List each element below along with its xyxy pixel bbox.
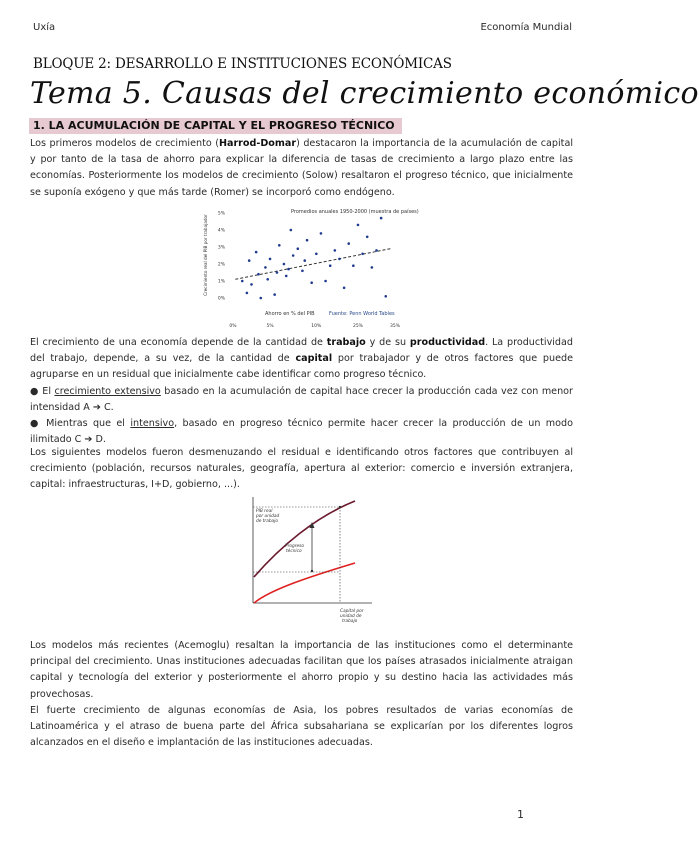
scatter-point [361,253,364,256]
scatter-y-tick: 4% [217,228,225,234]
scatter-point [269,258,272,261]
scatter-point [380,217,383,220]
page-number: 1 [517,808,524,821]
bullet-extensive: ● El crecimiento extensivo basado en la acumulación de capital hace crecer la producción cada vez con menor intensidad A ➔ C. [30,385,573,413]
scatter-point [324,280,327,283]
scatter-point [255,251,258,254]
scatter-point [248,259,251,262]
scatter-point [375,249,378,252]
scatter-point [357,224,360,227]
scatter-point [301,270,304,273]
scatter-point [366,236,369,239]
scatter-x-tick: 35% [389,324,401,329]
scatter-point [241,280,244,283]
scatter-point [338,258,341,261]
scatter-point [264,266,267,269]
scatter-point [292,254,295,257]
bullet-intensive: ● Mientras que el intensivo, basado en progreso técnico permite hacer crecer la producción de un modo ilimitado C ➔ D. [30,418,573,446]
scatter-y-tick: 1% [217,279,225,285]
scatter-y-tick: 3% [217,245,225,251]
scatter-point [276,271,279,274]
scatter-chart [203,205,419,330]
scatter-ylabel: Crecimiento real del PIB por trabajador [203,214,208,296]
scatter-point [306,239,309,242]
scatter-point [257,273,260,276]
paragraph-institutions: Los modelos más recientes (Acemoglu) resaltan la importancia de las instituciones como el determinante principal del crecimiento. Unas instituciones adecuadas facilitan que los países atrasados inicialmente atraigan capital y tecnología del exterior y posteriormente el ahorro propio y su destino hacia las actividades más provechosas. [30,640,573,700]
scatter-point [246,292,249,295]
scatter-source: Fuente: Penn World Tables [329,311,395,317]
scatter-point [259,297,262,300]
scatter-point [266,278,269,281]
production-xlabel: Capital por unidad de trabajo [340,609,364,624]
scatter-title: Promedios anuales 1950-2000 (muestra de países) [291,209,419,215]
scatter-point [283,263,286,266]
scatter-point [278,244,281,247]
paragraph-intro: Los primeros modelos de crecimiento (Harrod-Domar) destacaron la importancia de la acumulación de capital y por tanto de la tasa de ahorro para explicar la diferencia de tasas de crecimiento a largo plazo entre las economías. Posteriormente los modelos de crecimiento (Solow) resaltaron el progreso técnico, que inicialmente se suponía exógeno y que más tarde (Romer) se incorporó como endógeno. [30,138,573,198]
scatter-point [384,295,387,298]
scatter-x-ticks [229,323,400,329]
section-heading [29,118,402,134]
scatter-point [297,247,300,250]
section-heading-text: 1. LA ACUMULACIÓN DE CAPITAL Y EL PROGRESO TÉCNICO [33,119,395,132]
scatter-point [371,266,374,269]
scatter-point [310,281,313,284]
header-course: Economía Mundial [480,22,572,33]
production-chart [230,495,375,625]
scatter-point [343,287,346,290]
header-author: Uxía [33,22,56,33]
block-title: BLOQUE 2: DESARROLLO E INSTITUCIONES ECONÓMICAS [33,56,452,72]
scatter-y-tick: 0% [217,296,225,302]
point-d [339,506,341,508]
scatter-x-tick: 5% [266,324,274,329]
scatter-y-tick: 2% [217,262,225,268]
scatter-point [287,268,290,271]
production-ylabel: PIB real por unidad de trabajo [256,509,280,524]
topic-title: Tema 5. Causas del crecimiento económico [30,76,699,111]
scatter-point [329,264,332,267]
paragraph-residual: Los siguientes modelos fueron desmenuzando el residual e identificando otros factores que contribuyen al crecimiento (población, recursos naturales, geografía, apertura al exterior: comercio e inversión extranjera, capital: infraestructuras, I+D, gobierno, ...). [30,447,573,491]
scatter-point [352,264,355,267]
scatter-point [347,242,350,245]
scatter-x-tick: 10% [311,324,322,329]
scatter-point [303,259,306,262]
scatter-points [241,217,387,299]
scatter-y-tick: 5% [217,211,225,217]
scatter-point [290,229,293,232]
scatter-xlabel: Ahorro en % del PIB [265,311,315,317]
scatter-point [334,249,337,252]
scatter-x-tick: 0% [229,324,237,329]
paragraph-growth: El crecimiento de una economía depende de la cantidad de trabajo y de su productividad. La productividad del trabajo, depende, a su vez, de la cantidad de capital por trabajador y de otros factores que puede agruparse en un residual que inicialmente cabe identificar como progreso técnico. ● El crecimiento extensivo basado en la acumulación de capital hace crecer la producción cada vez con menor intensidad A ➔ C. ● Mientras que el intensivo, basado en progreso técnico permite hacer crecer la producción de un modo ilimitado C ➔ D. [30,337,573,446]
scatter-y-ticks [218,211,226,302]
scatter-point [250,283,253,286]
progress-label: Progreso técnico [285,544,304,554]
scatter-point [273,293,276,296]
scatter-x-tick: 25% [352,324,363,329]
scatter-point [315,253,318,256]
scatter-point [320,232,323,235]
scatter-point [285,275,288,278]
point-c [311,570,313,572]
paragraph-regions: El fuerte crecimiento de algunas economías de Asia, los pobres resultados de varias economías de Latinoamérica y el atraso de buena parte del África subsahariana se explicarían por los diferentes logros alcanzados en el diseño e implantación de las instituciones adecuadas. [30,705,573,749]
